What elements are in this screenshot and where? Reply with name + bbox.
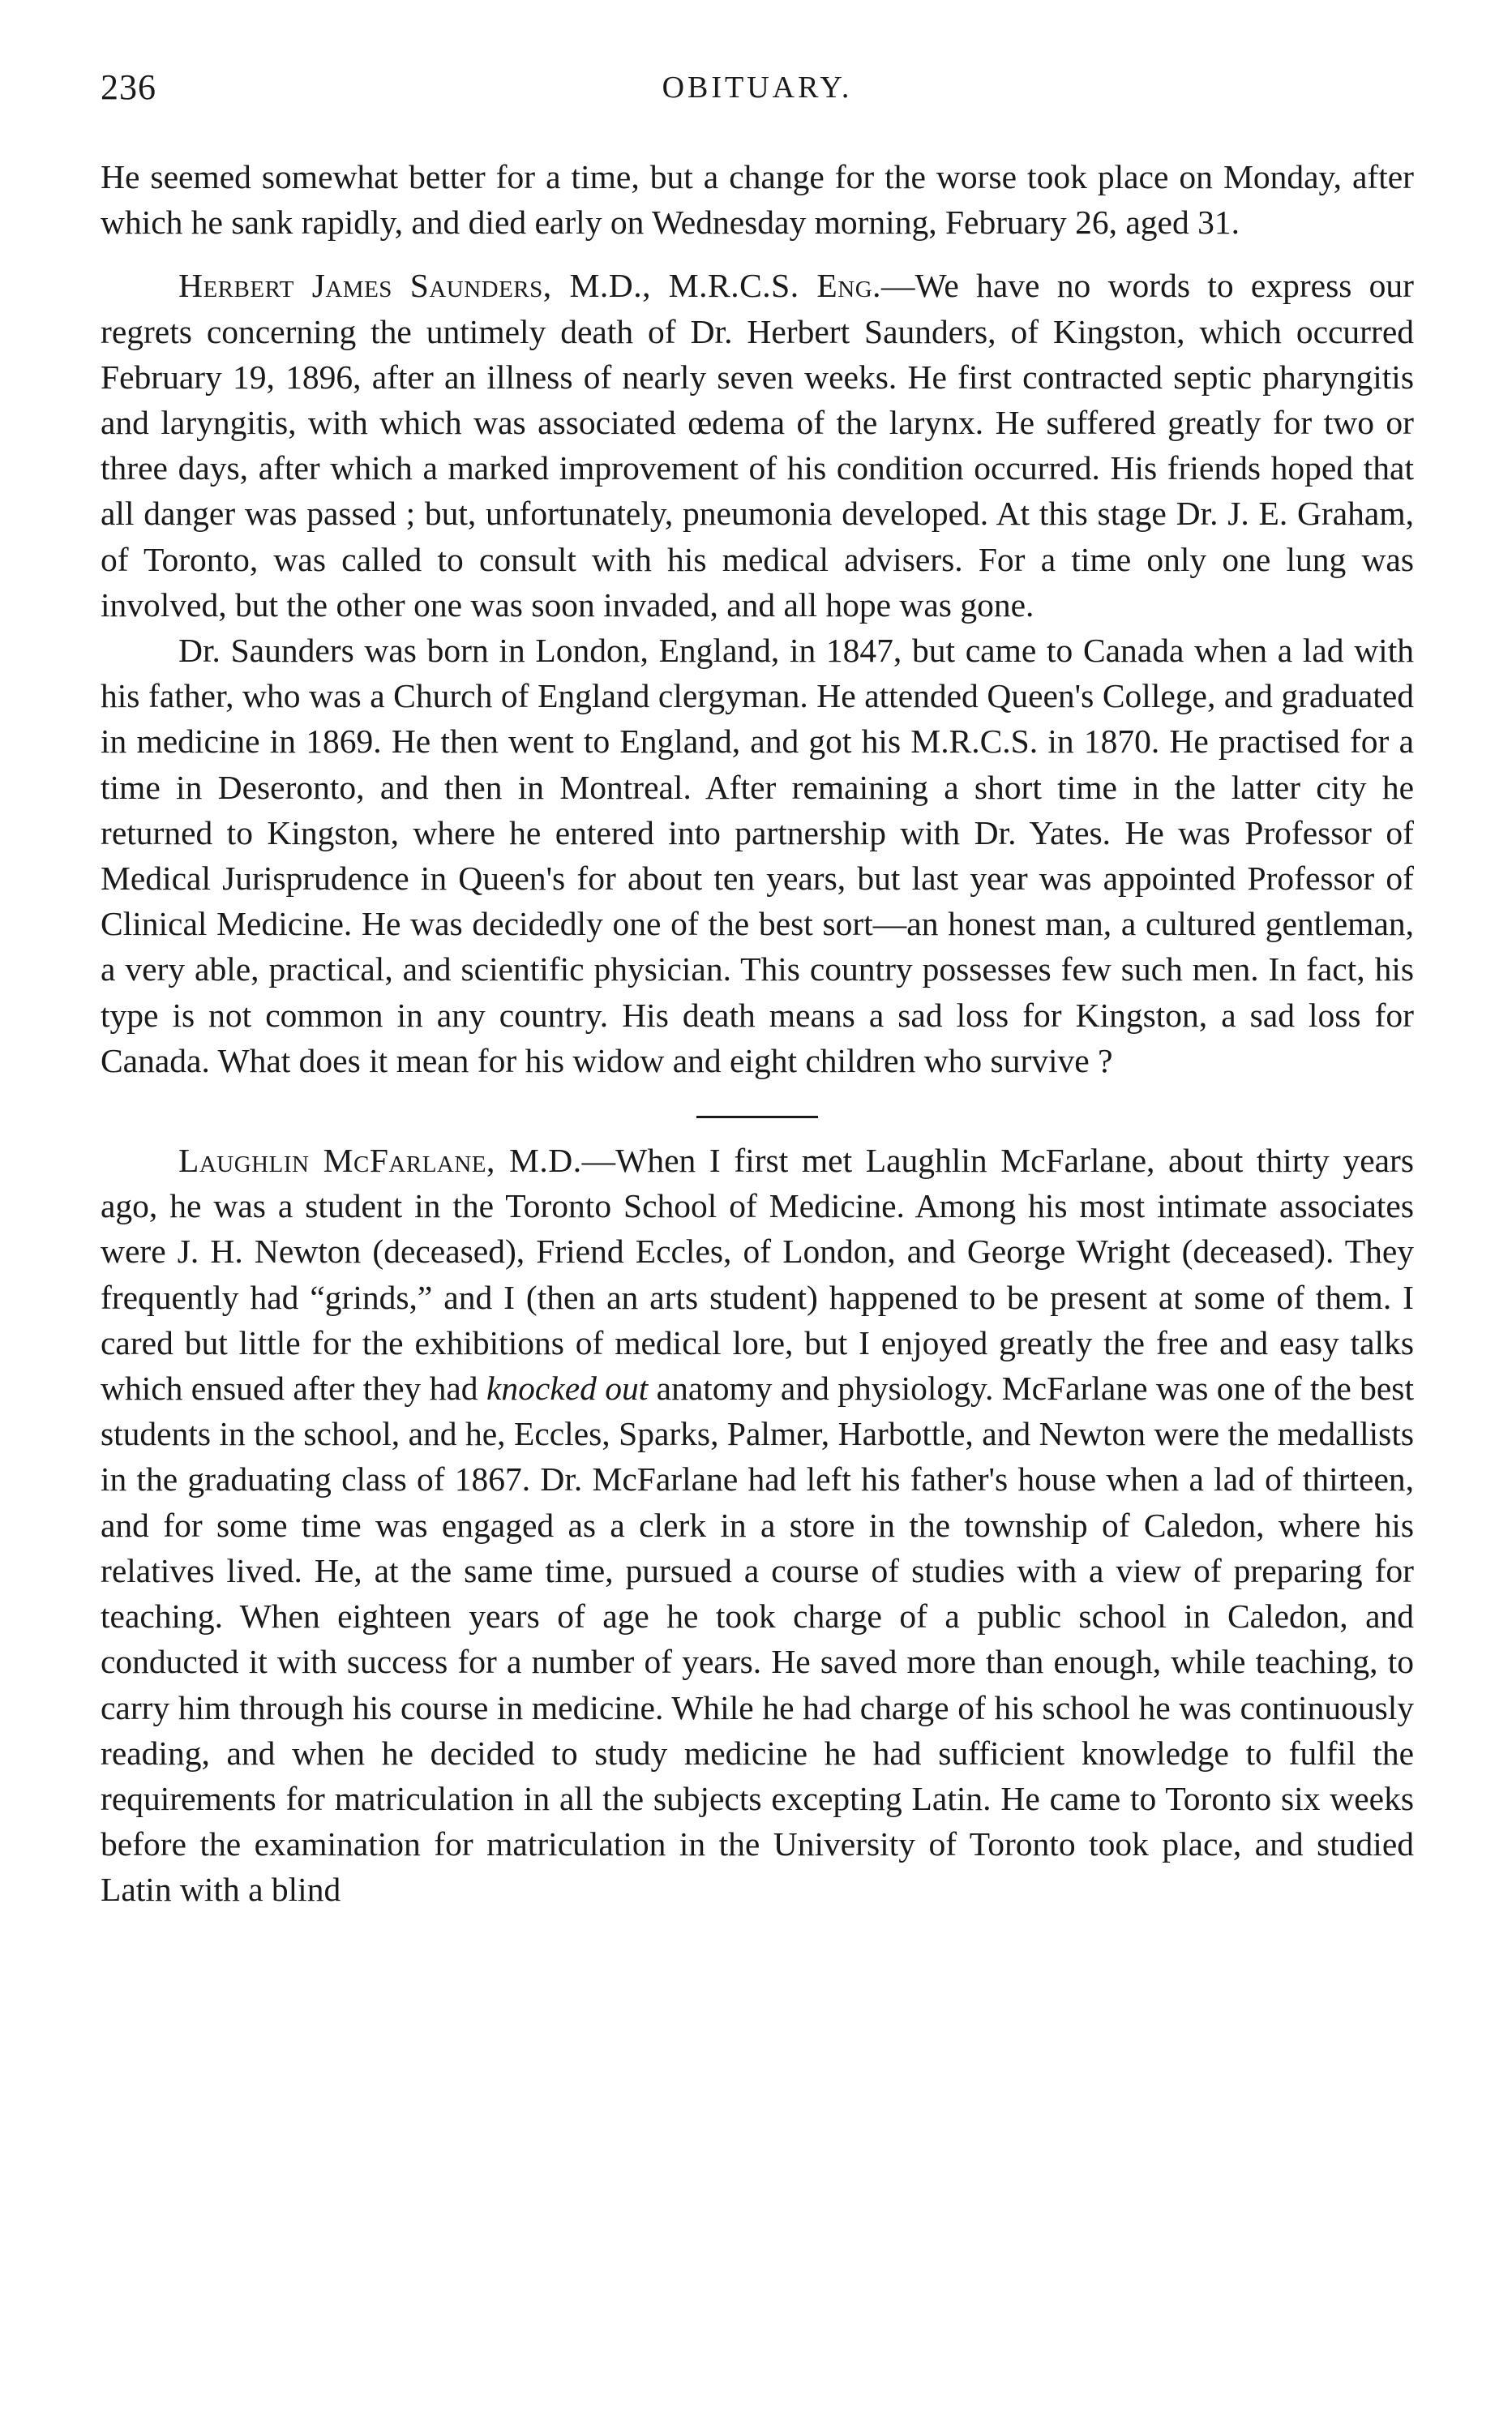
mcfarlane-italic-phrase: knocked out: [486, 1370, 649, 1408]
section-divider: [696, 1116, 818, 1118]
obituary-heading-saunders: Herbert James Saunders, M.D., M.R.C.S. Eng.: [178, 267, 882, 305]
page-header: [101, 66, 1414, 115]
obituary-heading-mcfarlane: Laughlin McFarlane, M.D.: [178, 1142, 582, 1180]
mcfarlane-text-b: anatomy and physiology. McFarlane was one of the best students in the school, and he, Eccles, Sparks, Palmer, Harbottle, and Newton were the medallists in the graduating class of 1867. Dr. McFarlane had left his father's house when a lad of thirteen, and for some time was engaged as a clerk in a store in the township of Caledon, where his relatives lived. He, at the same time, pursued a course of studies with a view of preparing for teaching. When eighteen years of age he took charge of a public school in Caledon, and conducted it with success for a number of years. He saved more than enough, while teaching, to carry him through his course in medicine. While he had charge of his school he was continuously reading, and when he decided to study medicine he had sufficient knowledge to fulfil the requirements for matriculation in all the subjects excepting Latin. He came to Toronto six weeks before the examination for matriculation in the University of Toronto took place, and studied Latin with a blind: [101, 1370, 1414, 1909]
page-number: 236: [101, 67, 156, 107]
paragraph-saunders-biography: Dr. Saunders was born in London, England, in 1847, but came to Canada when a lad with his father, who was a Church of England clergyman. He attended Queen's College, and graduated in medicine in 1869. He then went to England, and got his M.R.C.S. in 1870. He practised for a time in Deseronto, and then in Montreal. After remaining a short time in the latter city he returned to Kingston, where he entered into partnership with Dr. Yates. He was Professor of Medical Jurisprudence in Queen's for about ten years, but last year was appointed Professor of Clinical Medicine. He was decidedly one of the best sort—an honest man, a cultured gentleman, a very able, practical, and scientific physician. This country possesses few such men. In fact, his type is not common in any country. His death means a sad loss for Kingston, a sad loss for Canada. What does it mean for his widow and eight children who survive ?: [101, 632, 1414, 1079]
mcfarlane-text-a: —When I first met Laughlin McFarlane, about thirty years ago, he was a student in the Toronto School of Medicine. Among his most intimate associates were J. H. Newton (deceased), Friend Eccles, of London, and George Wright (deceased). They frequently had “grinds,” and I (then an arts student) happened to be present at some of them. I cared but little for the exhibitions of medical lore, but I enjoyed greatly the free and easy talks which ensued after they had: [101, 1142, 1415, 1408]
paragraph-saunders-obituary: [101, 263, 1414, 628]
running-head: OBITUARY.: [662, 71, 853, 105]
paragraph-continuation: He seemed somewhat better for a time, but a change for the worse took place on Monday, after which he sank rapidly, and died early on Wednesday morning, February 26, aged 31.: [101, 158, 1414, 242]
obituary-text: [101, 154, 1414, 1913]
paragraph-mcfarlane-obituary: [101, 1138, 1414, 1912]
saunders-text-1: —We have no words to express our regrets concerning the untimely death of Dr. Herbert Saunders, of Kingston, which occurred February 19, 1896, after an illness of nearly seven weeks. He first contracted septic pharyngitis and laryngitis, with which was associated œdema of the larynx. He suffered greatly for two or three days, after which a marked improvement of his condition occurred. His friends hoped that all danger was passed ; but, unfortunately, pneumonia developed. At this stage Dr. J. E. Graham, of Toronto, was called to consult with his medical advisers. For a time only one lung was involved, but the other one was soon invaded, and all hope was gone.: [101, 267, 1414, 624]
